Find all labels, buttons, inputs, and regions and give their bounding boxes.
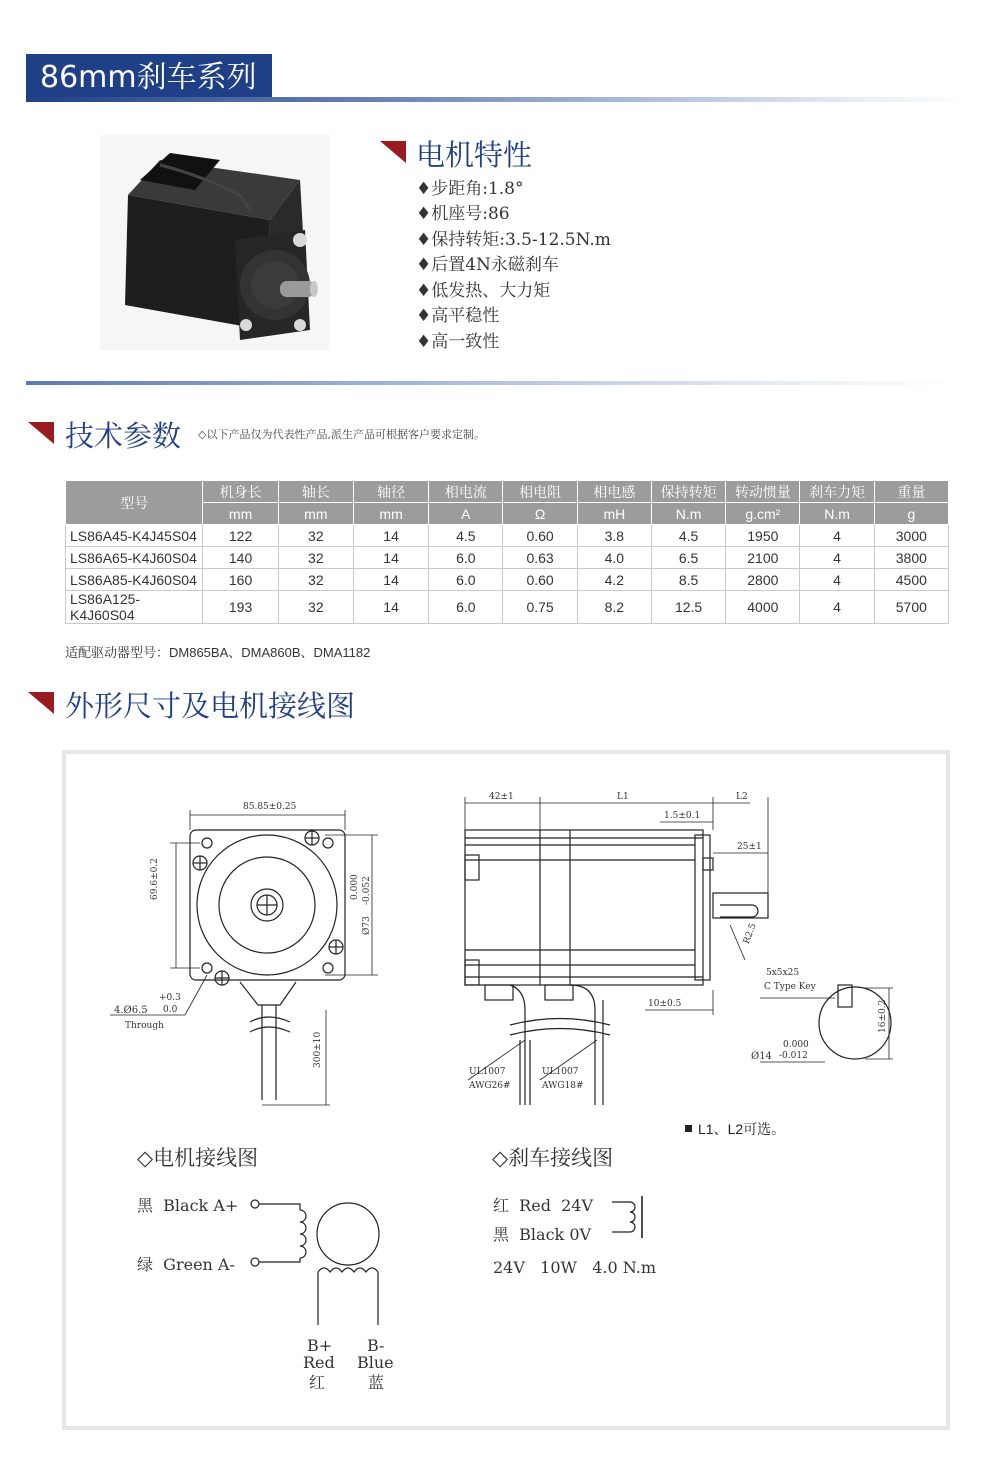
header-unit: Ω — [503, 503, 577, 525]
key-size: 5x5x25 — [766, 968, 800, 978]
mount-hole — [202, 838, 212, 848]
cell-model: LS86A85-K4J60S04 — [66, 569, 203, 591]
brake-red: 红 Red 24V — [493, 1196, 594, 1215]
table-cell: 2800 — [726, 569, 800, 591]
feature-item: ♦机座号:86 — [416, 204, 510, 224]
table-cell: 4 — [800, 569, 874, 591]
header-model: 型号 — [66, 481, 203, 525]
wire-a-minus: 绿 Green A- — [137, 1255, 235, 1274]
header-unit: mm — [278, 503, 353, 525]
header-col: 机身长 — [203, 481, 278, 503]
table-cell: 8.5 — [651, 569, 725, 591]
table-cell: 6.0 — [429, 591, 503, 624]
table-cell: 0.60 — [503, 525, 577, 547]
header-col: 刹车力矩 — [800, 481, 874, 503]
wire-b-minus-cn: 蓝 — [368, 1373, 385, 1392]
feature-item: ♦保持转矩:3.5-12.5N.m — [416, 230, 611, 250]
feature-item: ♦后置4N永磁刹车 — [416, 255, 559, 275]
shaft-diameter: Ø14 — [751, 1051, 772, 1062]
feature-item: ♦步距角:1.8° — [416, 179, 524, 199]
table-cell: 12.5 — [651, 591, 725, 624]
cable-type-2: UL1007 — [542, 1067, 579, 1077]
table-cell: 4000 — [726, 591, 800, 624]
header-col: 保持转矩 — [651, 481, 725, 503]
key-type: C Type Key — [764, 982, 816, 992]
table-cell: 0.63 — [503, 547, 577, 569]
header-unit: mH — [577, 503, 651, 525]
table-cell: 14 — [353, 547, 428, 569]
dim-boss: Ø73 — [362, 916, 372, 935]
table-cell: 6.0 — [429, 569, 503, 591]
cell-model: LS86A65-K4J60S04 — [66, 547, 203, 569]
table-cell: 2100 — [726, 547, 800, 569]
wire-b-plus-color: Red — [303, 1353, 335, 1372]
dim-hole: 4.Ø6.5 — [114, 1005, 148, 1016]
table-cell: 4.5 — [429, 525, 503, 547]
wire-b-minus-color: Blue — [357, 1353, 394, 1372]
dim-through: Through — [125, 1021, 164, 1031]
dim-a: 42±1 — [489, 792, 514, 802]
header-col: 轴长 — [278, 481, 353, 503]
cable-awg-1: AWG26# — [469, 1081, 511, 1091]
page-title: 86mm刹车系列 — [26, 54, 272, 102]
dim-hole-tol-lower: 0.0 — [163, 1005, 178, 1015]
dim-l1: L1 — [617, 792, 629, 802]
feature-item: ♦高平稳性 — [416, 306, 500, 326]
wire-a-plus: 黑 Black A+ — [137, 1196, 239, 1215]
table-cell: 6.0 — [429, 547, 503, 569]
dim-lead-length: 300±10 — [313, 1031, 323, 1068]
wire-b-minus: B- — [367, 1336, 385, 1355]
mount-hole — [202, 963, 212, 973]
cable-awg-2: AWG18# — [542, 1081, 584, 1091]
table-cell: 122 — [203, 525, 278, 547]
table-cell: 4.2 — [577, 569, 651, 591]
table-cell: 8.2 — [577, 591, 651, 624]
table-cell: 4 — [800, 547, 874, 569]
optional-note: L1、L2可选。 — [698, 1121, 786, 1137]
dim-flange: 1.5±0.1 — [664, 811, 701, 821]
header-unit: mm — [353, 503, 428, 525]
shaft-tol-upper: 0.000 — [783, 1040, 809, 1050]
specs-heading: 技术参数 — [65, 419, 182, 453]
table-cell: 6.5 — [651, 547, 725, 569]
table-cell: 140 — [203, 547, 278, 569]
table-cell: 32 — [278, 569, 353, 591]
table-cell: 32 — [278, 547, 353, 569]
motor-wiring-title: ◇电机接线图 — [137, 1146, 259, 1170]
table-cell: 4500 — [874, 569, 948, 591]
table-cell: 32 — [278, 525, 353, 547]
table-cell: 3000 — [874, 525, 948, 547]
dim-tol-lower: -0.052 — [362, 876, 372, 905]
bullet-square — [685, 1125, 692, 1132]
header-unit: A — [429, 503, 503, 525]
dim-hole-tol-upper: +0.3 — [159, 993, 181, 1003]
key-height: 16±0.2 — [878, 999, 888, 1033]
header-unit: mm — [203, 503, 278, 525]
table-cell: 14 — [353, 591, 428, 624]
driver-compat: 适配驱动器型号：DM865BA、DMA860B、DMA1182 — [65, 645, 371, 660]
header-col: 重量 — [874, 481, 948, 503]
header-col: 转动惯量 — [726, 481, 800, 503]
table-cell: 4.0 — [577, 547, 651, 569]
header-unit: g.cm² — [726, 503, 800, 525]
header-unit: N.m — [800, 503, 874, 525]
header-col: 轴径 — [353, 481, 428, 503]
mount-hole — [323, 838, 333, 848]
dim-radius: R2.5 — [742, 922, 759, 946]
dim-shaft: 25±1 — [737, 842, 762, 852]
dim-offset: 10±0.5 — [648, 999, 682, 1009]
dim-l2: L2 — [736, 792, 748, 802]
header-col: 相电流 — [429, 481, 503, 503]
table-cell: 1950 — [726, 525, 800, 547]
shaft-tol-lower: -0.012 — [779, 1051, 808, 1061]
specs-note: ◇以下产品仅为代表性产品,派生产品可根据客户要求定制。 — [198, 428, 485, 441]
brake-spec: 24V 10W 4.0 N.m — [493, 1258, 656, 1277]
brake-wiring-title: ◇刹车接线图 — [492, 1146, 614, 1170]
table-cell: 14 — [353, 569, 428, 591]
table-cell: 160 — [203, 569, 278, 591]
wire-b-plus: B+ — [307, 1336, 333, 1355]
feature-item: ♦高一致性 — [416, 332, 500, 352]
header-col: 相电感 — [577, 481, 651, 503]
side-body-outline — [465, 830, 703, 985]
cell-model: LS86A45-K4J45S04 — [66, 525, 203, 547]
table-cell: 0.60 — [503, 569, 577, 591]
table-cell: 32 — [278, 591, 353, 624]
dim-width: 85.85±0.25 — [243, 802, 297, 812]
features-heading: 电机特性 — [416, 138, 533, 172]
table-cell: 5700 — [874, 591, 948, 624]
table-cell: 4.5 — [651, 525, 725, 547]
cell-model: LS86A125-K4J60S04 — [66, 591, 203, 624]
cable-type-1: UL1007 — [469, 1067, 506, 1077]
table-cell: 4 — [800, 525, 874, 547]
feature-item: ♦低发热、大力矩 — [416, 281, 551, 301]
dim-tol-upper: 0.000 — [350, 874, 360, 900]
table-cell: 3.8 — [577, 525, 651, 547]
table-cell: 0.75 — [503, 591, 577, 624]
table-cell: 193 — [203, 591, 278, 624]
header-unit: N.m — [651, 503, 725, 525]
wire-b-plus-cn: 红 — [309, 1373, 326, 1392]
mount-hole — [323, 963, 333, 973]
header-unit: g — [874, 503, 948, 525]
table-cell: 14 — [353, 525, 428, 547]
table-cell: 3800 — [874, 547, 948, 569]
dim-hole-pitch: 69.6±0.2 — [150, 858, 160, 900]
table-cell: 4 — [800, 591, 874, 624]
header-col: 相电阻 — [503, 481, 577, 503]
dimensions-heading: 外形尺寸及电机接线图 — [65, 689, 356, 723]
brake-black: 黑 Black 0V — [493, 1225, 592, 1244]
